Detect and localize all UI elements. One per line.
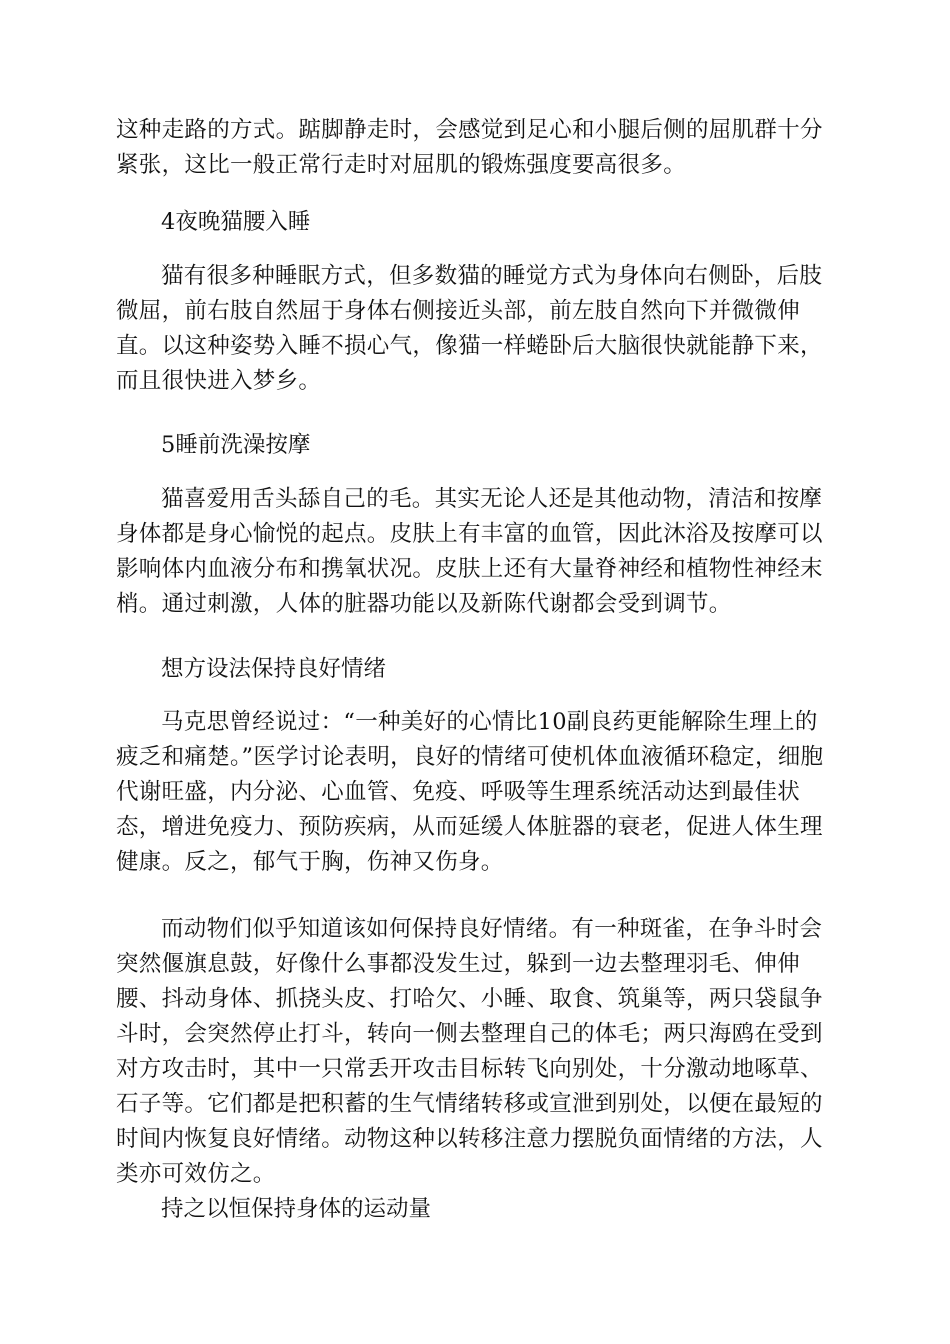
paragraph-animal-emotions: 而动物们似乎知道该如何保持良好情绪。有一种斑雀，在争斗时会突然偃旗息鼓，好像什么事都没发生过，躲到一边去整理羽毛、伸伸腰、抖动身体、抓挠头皮、打哈欠、小睡、取食、筑巢等，两只袋鼠争斗时，会突然停止打斗，转向一侧去整理自己的体毛；两只海鸥在受到对方攻击时，其中一只常丢开攻击目标转飞向别处，十分激动地啄草、石子等。它们都是把积蓄的生气情绪转移或宣泄到别处，以便在最短的时间内恢复良好情绪。动物这种以转移注意力摆脱负面情绪的方法，人类亦可效仿之。 — [116, 916, 823, 1187]
heading-bath-massage: 5睡前洗澡按摩 — [161, 432, 311, 458]
paragraph-marx-quote: 马克思曾经说过：“一种美好的心情比10副良药更能解除生理上的疲乏和痛楚。”医学讨论表明，良好的情绪可使机体血液循环稳定，细胞代谢旺盛，内分泌、心血管、免疫、呼吸等生理系统活动达到最佳状态，增进免疫力、预防疾病，从而延缓人体脏器的衰老，促进人体生理健康。反之，郁气于胸，伤神又伤身。 — [116, 709, 824, 875]
paragraph-cat-sleep: 猫有很多种睡眠方式，但多数猫的睡觉方式为身体向右侧卧，后肢微屈，前右肢自然屈于身体右侧接近头部，前左肢自然向下并微微伸直。以这种姿势入睡不损心气，像猫一样蜷卧后大脑很快就能静下来，而且很快进入梦乡。 — [116, 263, 823, 394]
paragraph-cat-grooming: 猫喜爱用舌头舔自己的毛。其实无论人还是其他动物，清洁和按摩身体都是身心愉悦的起点。皮肤上有丰富的血管，因此沐浴及按摩可以影响体内血液分布和携氧状况。皮肤上还有大量脊神经和植物性神经末梢。通过刺激，人体的脏器功能以及新陈代谢都会受到调节。 — [116, 486, 823, 617]
heading-sleep-curled: 4夜晚猫腰入睡 — [161, 209, 311, 235]
heading-keep-exercising: 持之以恒保持身体的运动量 — [161, 1196, 432, 1222]
heading-good-mood: 想方设法保持良好情绪 — [161, 656, 387, 682]
paragraph-walking-continued: 这种走路的方式。踮脚静走时，会感觉到足心和小腿后侧的屈肌群十分紧张，这比一般正常行走时对屈肌的锻炼强度要高很多。 — [116, 117, 823, 178]
